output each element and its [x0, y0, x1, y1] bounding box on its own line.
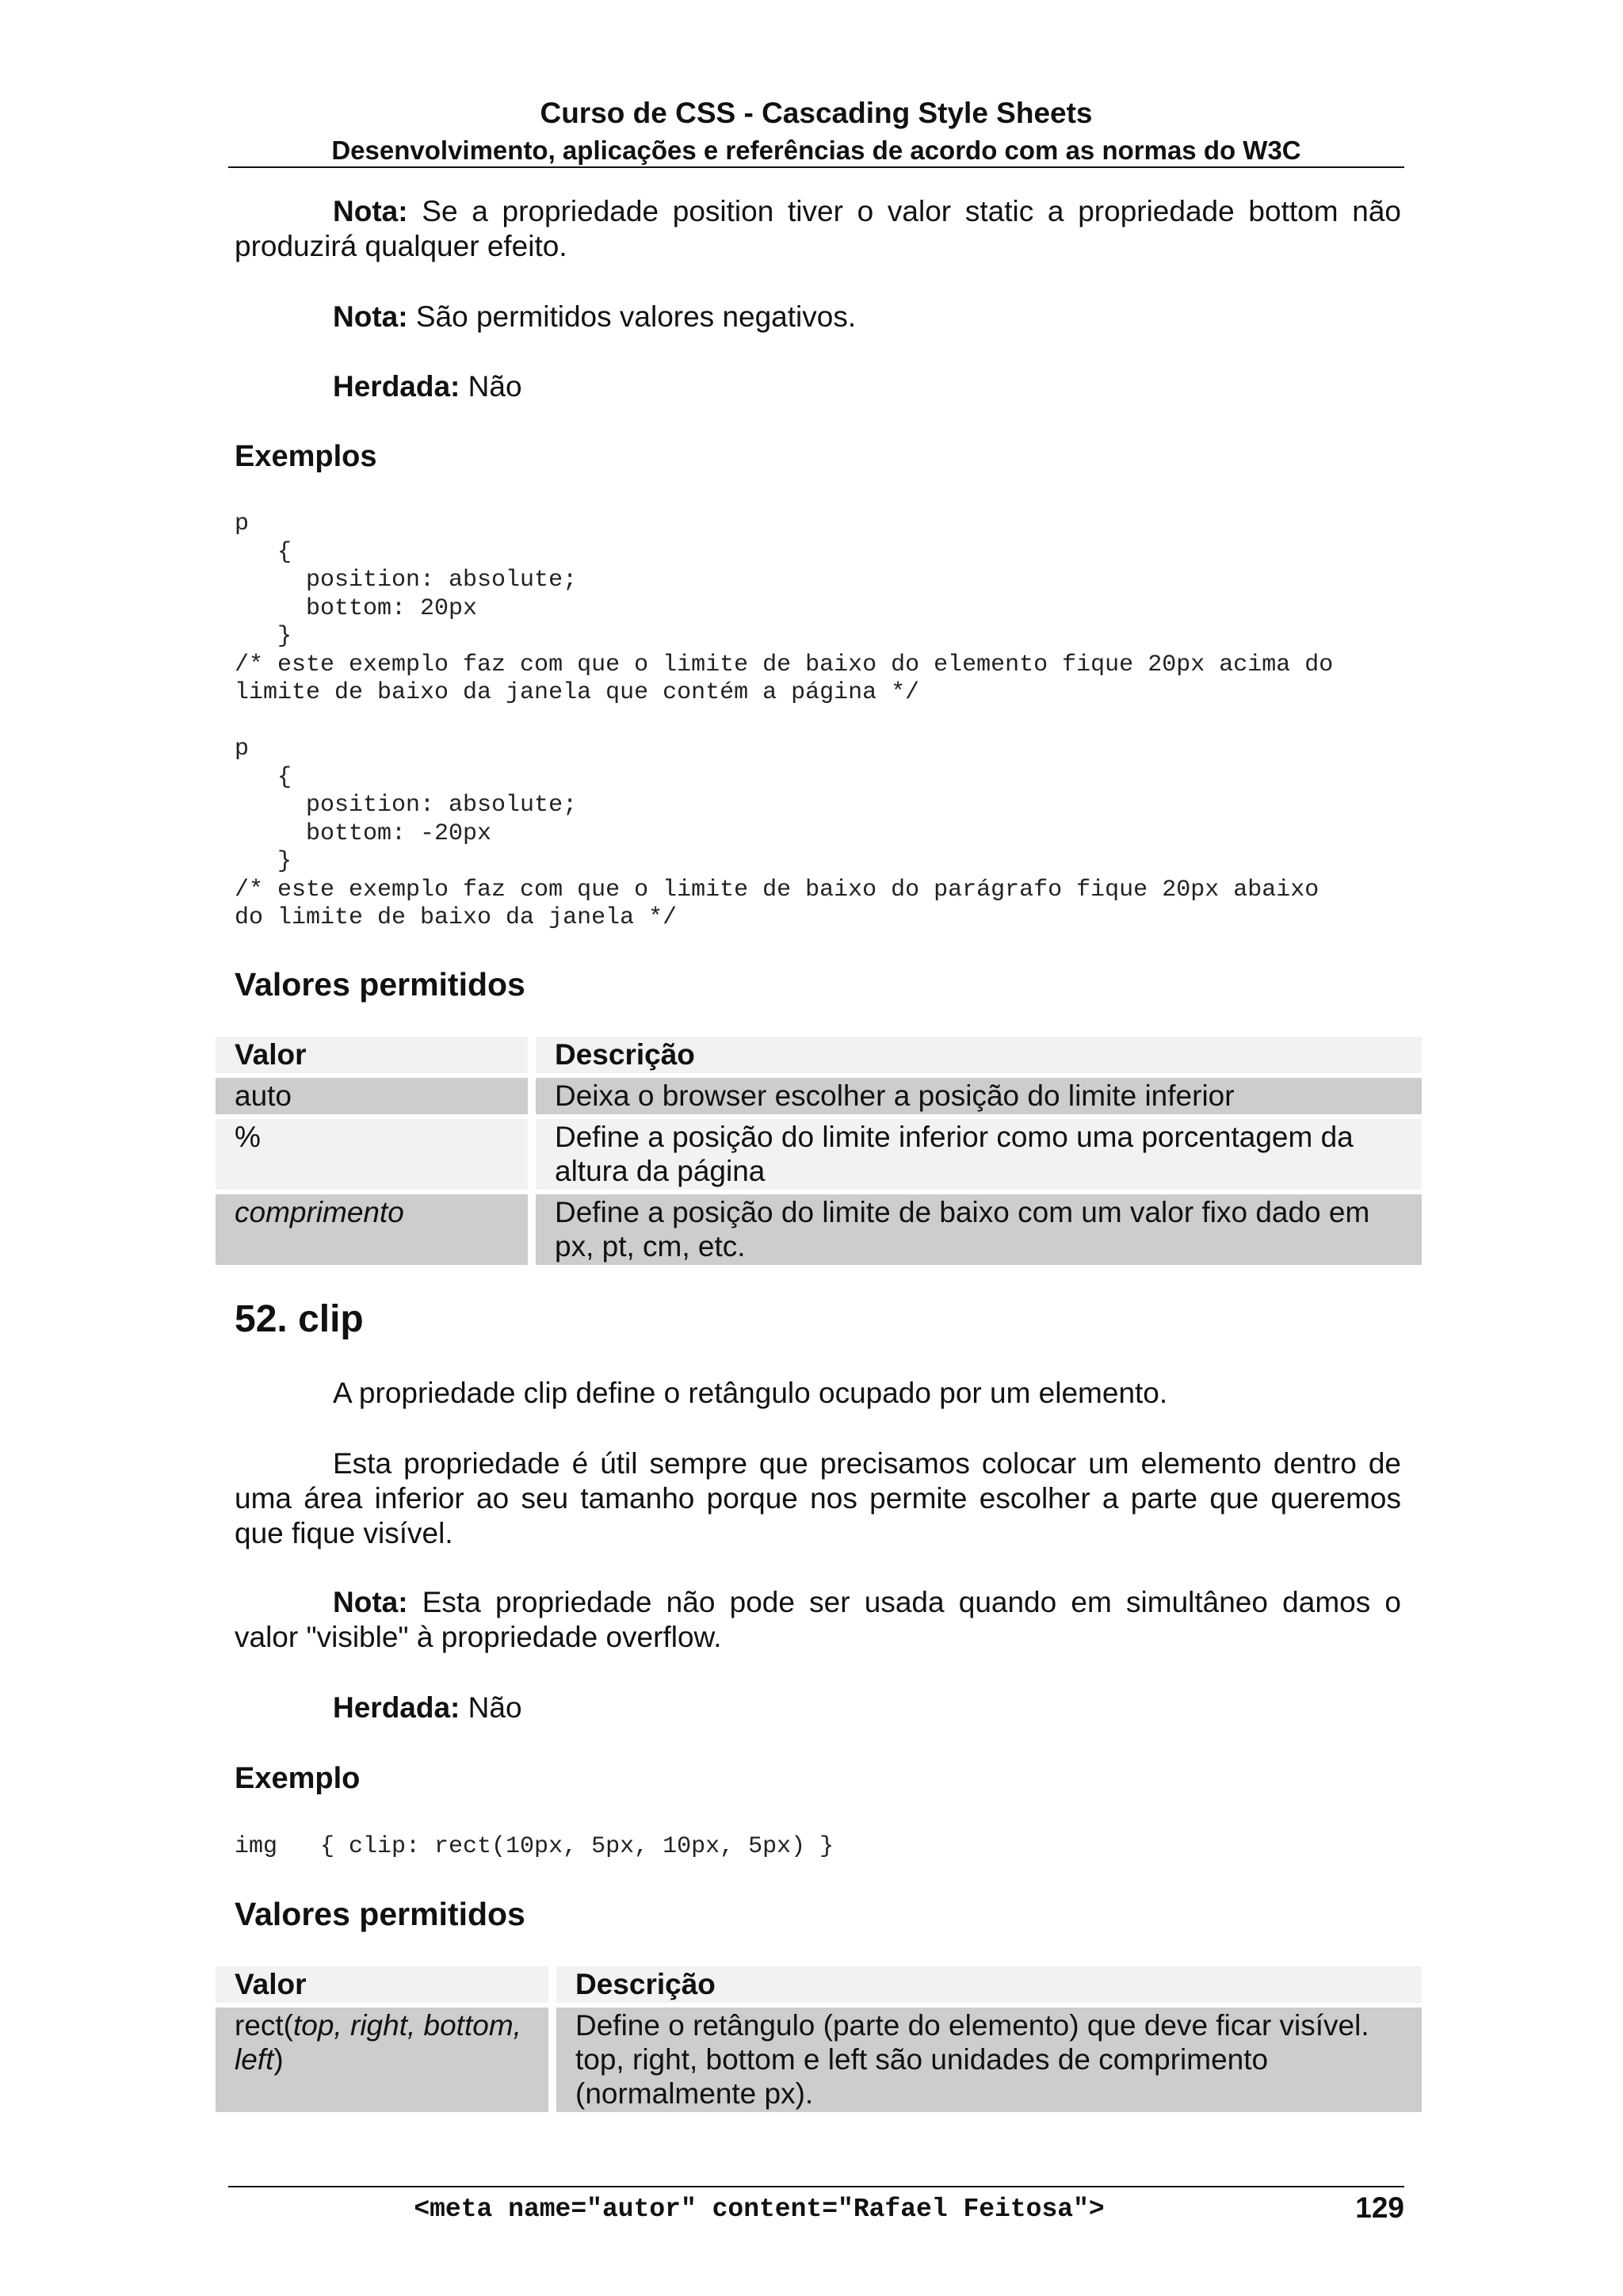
clip-intro: A propriedade clip define o retângulo ocupado por um elemento.: [333, 1377, 1168, 1409]
clip-values-heading: Valores permitidos: [235, 1896, 525, 1932]
cell-value: auto: [216, 1078, 528, 1114]
code-example-1: p { position: absolute; bottom: 20px } /* este exemplo faz com que o limite de baixo do elemento fique 20px acima do limite de baixo da janela que contém a página */: [235, 510, 1334, 706]
examples-heading: Exemplos: [235, 440, 377, 473]
cell-value: %: [216, 1119, 528, 1190]
note-negative: [235, 300, 1401, 334]
rect-params: top, right, bottom, left: [235, 2009, 521, 2076]
note-label: Nota:: [333, 195, 408, 227]
example-heading: Exemplo: [235, 1762, 361, 1795]
inherited-label: Herdada:: [333, 370, 460, 403]
rect-prefix: rect(: [235, 2009, 293, 2042]
table-row: [216, 1194, 1422, 1265]
header-subtitle: Desenvolvimento, aplicações e referências de acordo com as normas do W3C: [331, 136, 1301, 165]
inherited-value: Não: [460, 370, 522, 403]
section-heading-clip: 52. clip: [235, 1298, 364, 1340]
clip-note: [235, 1585, 1401, 1655]
table-header-row: [216, 1966, 1422, 2003]
cell-description: Define o retângulo (parte do elemento) que deve ficar visível. top, right, bottom e left são unidades de comprimento (normalmente px).: [548, 2008, 1422, 2112]
page-header: [228, 94, 1404, 168]
code-example-2: p { position: absolute; bottom: -20px } /* este exemplo faz com que o limite de baixo do parágrafo fique 20px abaixo do limite de baixo da janela */: [235, 735, 1319, 931]
header-divider: [228, 166, 1404, 168]
note-static: [235, 194, 1401, 264]
header-cell-description: Descrição: [528, 1037, 1422, 1073]
page-number: 129: [1355, 2191, 1404, 2224]
footer-meta-tag: <meta name="autor" content="Rafael Feitosa">: [414, 2195, 1105, 2224]
table-row: [216, 1078, 1422, 1114]
table-header-row: [216, 1037, 1422, 1073]
values-table: [216, 1032, 1422, 1270]
cell-description: Define a posição do limite inferior como uma porcentagem da altura da página: [528, 1119, 1422, 1190]
values-heading: Valores permitidos: [235, 966, 525, 1003]
note-text: Esta propriedade não pode ser usada quando em simultâneo damos o valor "visible" à propriedade overflow.: [235, 1586, 1401, 1653]
clip-values-table: [216, 1962, 1422, 2117]
rect-suffix: ): [273, 2043, 284, 2076]
cell-description: Deixa o browser escolher a posição do limite inferior: [528, 1078, 1422, 1114]
cell-value: [216, 2008, 548, 2112]
header-cell-description: Descrição: [548, 1966, 1422, 2003]
cell-description: Define a posição do limite de baixo com um valor fixo dado em px, pt, cm, etc.: [528, 1194, 1422, 1265]
code-example-clip: img { clip: rect(10px, 5px, 10px, 5px) }: [235, 1833, 834, 1860]
clip-inherited-line: [235, 1690, 1401, 1725]
inherited-line: [235, 369, 1401, 404]
note-label: Nota:: [333, 300, 408, 333]
table-row: [216, 1119, 1422, 1190]
inherited-value: Não: [460, 1691, 522, 1724]
table-row: [216, 2008, 1422, 2112]
note-label: Nota:: [333, 1586, 408, 1618]
footer-divider: [228, 2186, 1404, 2187]
header-cell-value: Valor: [216, 1037, 528, 1073]
note-text: São permitidos valores negativos.: [407, 300, 857, 333]
note-text: Se a propriedade position tiver o valor static a propriedade bottom não produzirá qualquer efeito.: [235, 195, 1401, 262]
clip-paragraph: Esta propriedade é útil sempre que precisamos colocar um elemento dentro de uma área inferior ao seu tamanho porque nos permite escolher a parte que queremos que fique visível.: [235, 1447, 1401, 1549]
cell-value: comprimento: [216, 1194, 528, 1265]
header-cell-value: Valor: [216, 1966, 548, 2003]
inherited-label: Herdada:: [333, 1691, 460, 1724]
header-title: Curso de CSS - Cascading Style Sheets: [540, 97, 1093, 129]
